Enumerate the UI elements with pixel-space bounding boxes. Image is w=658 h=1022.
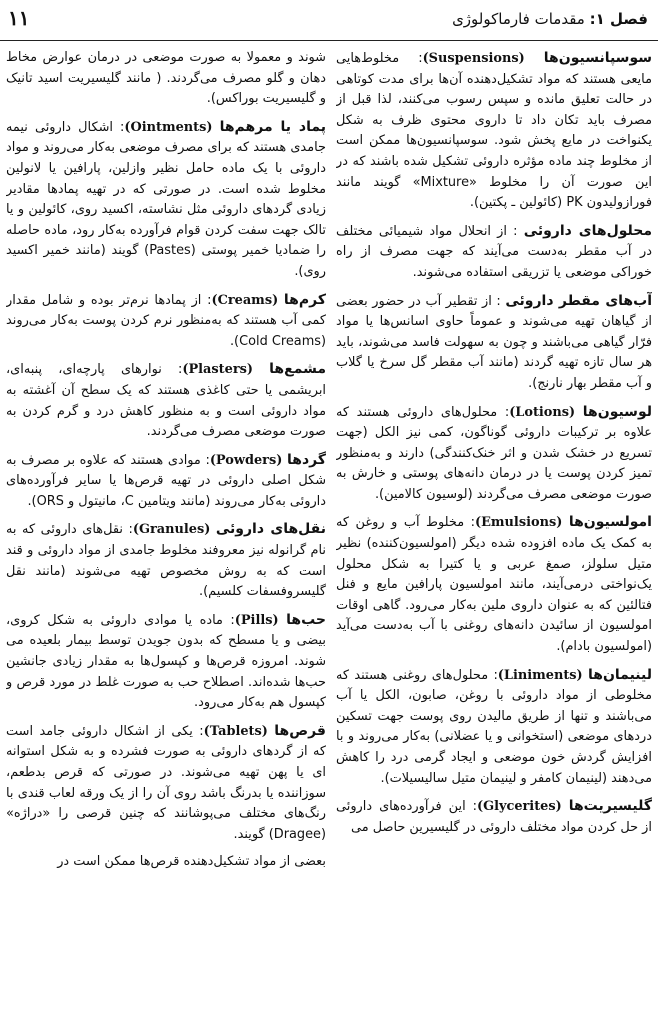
paragraph [336, 665, 652, 790]
term-heading: نقل‌های داروئی [215, 521, 326, 538]
paragraph [336, 48, 652, 214]
body-text: : محلول‌های داروئی هستند که علاوه بر ترکیبات داروئی گوناگون، کمی نیز الکل (جهت تسریع در خشک شدن و اثر خنک‌کنندگی) دارند و به‌منظور تمیز کردن پوست یا در درمان دانه‌های پوستی و خارش به صورت موضعی مصرف می‌گردند (لوسیون کالامین). [336, 404, 652, 502]
term-heading: حب‌ها [286, 611, 326, 628]
term-heading: گلیسیریت‌ها [568, 798, 652, 815]
term-english: (Liniments) [497, 667, 583, 683]
term-english: (Glycerites) [476, 799, 562, 815]
term-heading: کرم‌ها [283, 291, 326, 308]
term-heading: لوسیون‌ها [582, 403, 652, 420]
term-english: (Pills) [234, 612, 279, 628]
term-heading: لینیمان‌ها [588, 666, 652, 683]
term-heading: قرص‌ها [274, 722, 326, 739]
paragraph [6, 721, 326, 846]
paragraph [6, 852, 326, 873]
term-heading: گردها [287, 451, 326, 468]
body-text: : از انحلال مواد شیمیائی مختلف در آب مقطر به‌دست می‌آیند که جهت مصرف از راه خوراکی موضعی یا تزریقی استفاده می‌شوند. [336, 223, 652, 280]
term-english: (Plasters) [182, 362, 253, 378]
left-text-column [6, 48, 326, 1018]
body-text: : نقل‌های داروئی که به نام گرانوله نیز معروفند مخلوط جامدی از مواد داروئی و قند است که به روش مخصوص تهیه می‌شوند (مانند نقل گلیسروفسفات کلسیم). [6, 522, 326, 600]
paragraph [336, 221, 652, 284]
term-english: (Creams) [211, 292, 279, 308]
body-text: : از تقطیر آب در حضور بعضی از گیاهان تهیه می‌شوند و عموماً حاوی اسانس‌ها یا مواد فرّار گیاهی می‌باشند و چون به سهولت فاسد می‌شوند، باید هر سال تازه تهیه گردند (مانند آب مقطر گل سرخ یا گلاب و آب مقطر بهار نارنج). [336, 293, 652, 391]
chapter-title: مقدمات فارماکولوژی [452, 10, 585, 28]
body-text: بعضی از مواد تشکیل‌دهنده قرص‌ها ممکن است در [57, 854, 326, 870]
paragraph [6, 519, 326, 602]
body-text: : محلول‌های روغنی هستند که مخلوطی از مواد داروئی با روغن، صابون، الکل یا آب می‌باشند و تنها از طریق مالیدن روی پوست جهت تسکین دردهای موضعی (استخوانی و یا عضلانی) به‌کار می‌روند و با افزایش گردش خون موضعی و ایجاد گرمی درد را کاهش می‌دهند (لینیمان کامفر و لینیمان متیل سالیسیلات). [336, 667, 652, 786]
paragraph [336, 291, 652, 395]
paragraph [6, 450, 326, 513]
body-text: : اشکال داروئی نیمه جامدی هستند که برای مصرف موضعی به‌کار می‌روند و مواد داروئی با یک ماده حامل نظیر وازلین، پارافین یا لانولین مخلوط شده است. در صورتی که در تهیه پمادها مقادیر زیادی گردهای داروئی مثل نشاسته، اکسید روی، کائولین و یا تالک جهت سفت کردن قوام فرآورده به‌کار رود، ماده حاصله را ضمادیا خمیر پوستی (Pastes) گویند (مانند خمیر اکسید روی). [6, 119, 326, 279]
term-heading: آب‌های مقطر داروئی [505, 292, 652, 309]
term-heading: پماد یا مرهم‌ها [219, 118, 326, 135]
right-text-column [336, 48, 652, 1018]
body-text: : از پمادها نرم‌تر بوده و شامل مقدار کمی آب هستند که به‌منظور نرم کردن پوست به‌کار می‌روند (Cold Creams). [6, 292, 326, 349]
term-english: (Lotions) [509, 404, 576, 420]
term-heading: مشمع‌ها [269, 361, 326, 378]
term-heading: محلول‌های داروئی [523, 222, 652, 239]
body-text: : موادی هستند که علاوه بر مصرف به شکل اصلی داروئی در تهیه قرص‌ها یا سایر فرآورده‌های داروئی به‌کار می‌روند (مانند ویتامین C، مانیتول و ORS). [6, 452, 326, 509]
paragraph [6, 48, 326, 110]
paragraph [6, 290, 326, 353]
term-english: (Tablets) [203, 723, 268, 739]
paragraph [336, 512, 652, 657]
paragraph [6, 359, 326, 442]
page-header [0, 0, 658, 41]
term-heading: سوسپانسیون‌ها [543, 50, 652, 66]
paragraph [6, 117, 326, 283]
body-text: : نوارهای پارچه‌ای، پنبه‌ای، ابریشمی یا حتی کاغذی هستند که یک سطح آن آغشته به مواد داروئی است و به منظور کاهش درد و گرم کردن به صورت موضعی مصرف می‌گردند. [6, 362, 326, 440]
term-english: (Granules) [132, 522, 211, 538]
term-heading: امولسیون‌ها [568, 514, 652, 531]
term-english: (Powders) [209, 452, 283, 468]
body-text: : این فرآورده‌های داروئی از حل کردن مواد مختلف داروئی در گلیسیرین حاصل می [336, 799, 652, 835]
term-english: (Emulsions) [474, 515, 563, 531]
chapter-number: فصل ۱: [589, 10, 648, 28]
body-text: : یکی از اشکال داروئی جامد است که از گردهای داروئی به صورت فشرده و به شکل استوانه ای یا پهن تهیه می‌شوند. در صورتی که قرص بدطعم، سوزاننده یا بدرنگ باشد روی آن را از یک ورقه لعاب قندی با رنگ‌های مختلف می‌پوشانند که چنین قرصی را «دراژه» (Dragee) گویند. [6, 723, 326, 842]
term-english: (Suspensions) [422, 51, 525, 66]
body-text: : مخلوط آب و روغن که به کمک یک ماده افزوده شده دیگر (امولسیون‌کننده) نظیر متیل سلولز، صمغ عربی و یا کتیرا به شکل محلول یک‌نواختی درمی‌آیند، مانند امولسیون پارافین مایع و فنل فتالئین که به عنوان داروی ملین به‌کار می‌رود. گاهی اوقات امولسیون از سائیدن دانه‌های روغنی با آب به‌دست می‌آید (امولسیون بادام). [336, 515, 652, 655]
page-number: ۱۱ [8, 6, 30, 30]
paragraph [336, 796, 652, 838]
body-text: : ماده یا موادی داروئی به شکل کروی، بیضی و یا مسطح که بدون جویدن توسط بیمار بلعیده می شوند. امروزه قرص‌ها و کپسول‌ها به مقدار زیادی جانشین حب‌ها شده‌اند. اصطلاح حب به صورت غلط در مورد قرص و کپسول هم به‌کار می‌رود. [6, 612, 326, 711]
chapter-heading [452, 9, 648, 29]
term-english: (Ointments) [124, 119, 213, 135]
body-text: : مخلوط‌هایی مایعی هستند که مواد تشکیل‌دهنده آن‌ها برای مدت کوتاهی در حالت تعلیق مانده و سپس رسوب می‌کنند، لذا قبل از مصرف باید تکان داد تا داروی محتوی ظرف به شکل یکنواخت در مایع پخش شود. سوسپانسیون‌ها ممکن است از مخلوط چند ماده مؤثره داروئی تشکیل شده باشند که در این صورت آن را مخلوط «Mixture» گویند مانند فورازولیدون PK (کائولین ـ پکتین). [336, 51, 652, 211]
paragraph [6, 610, 326, 714]
paragraph [336, 402, 652, 506]
body-text: شوند و معمولا به صورت موضعی در درمان عوارض مخاط دهان و گلو مصرف می‌گردند. ( مانند گلیسیریت اسید تانیک و گلیسیریت بوراکس). [6, 50, 326, 107]
